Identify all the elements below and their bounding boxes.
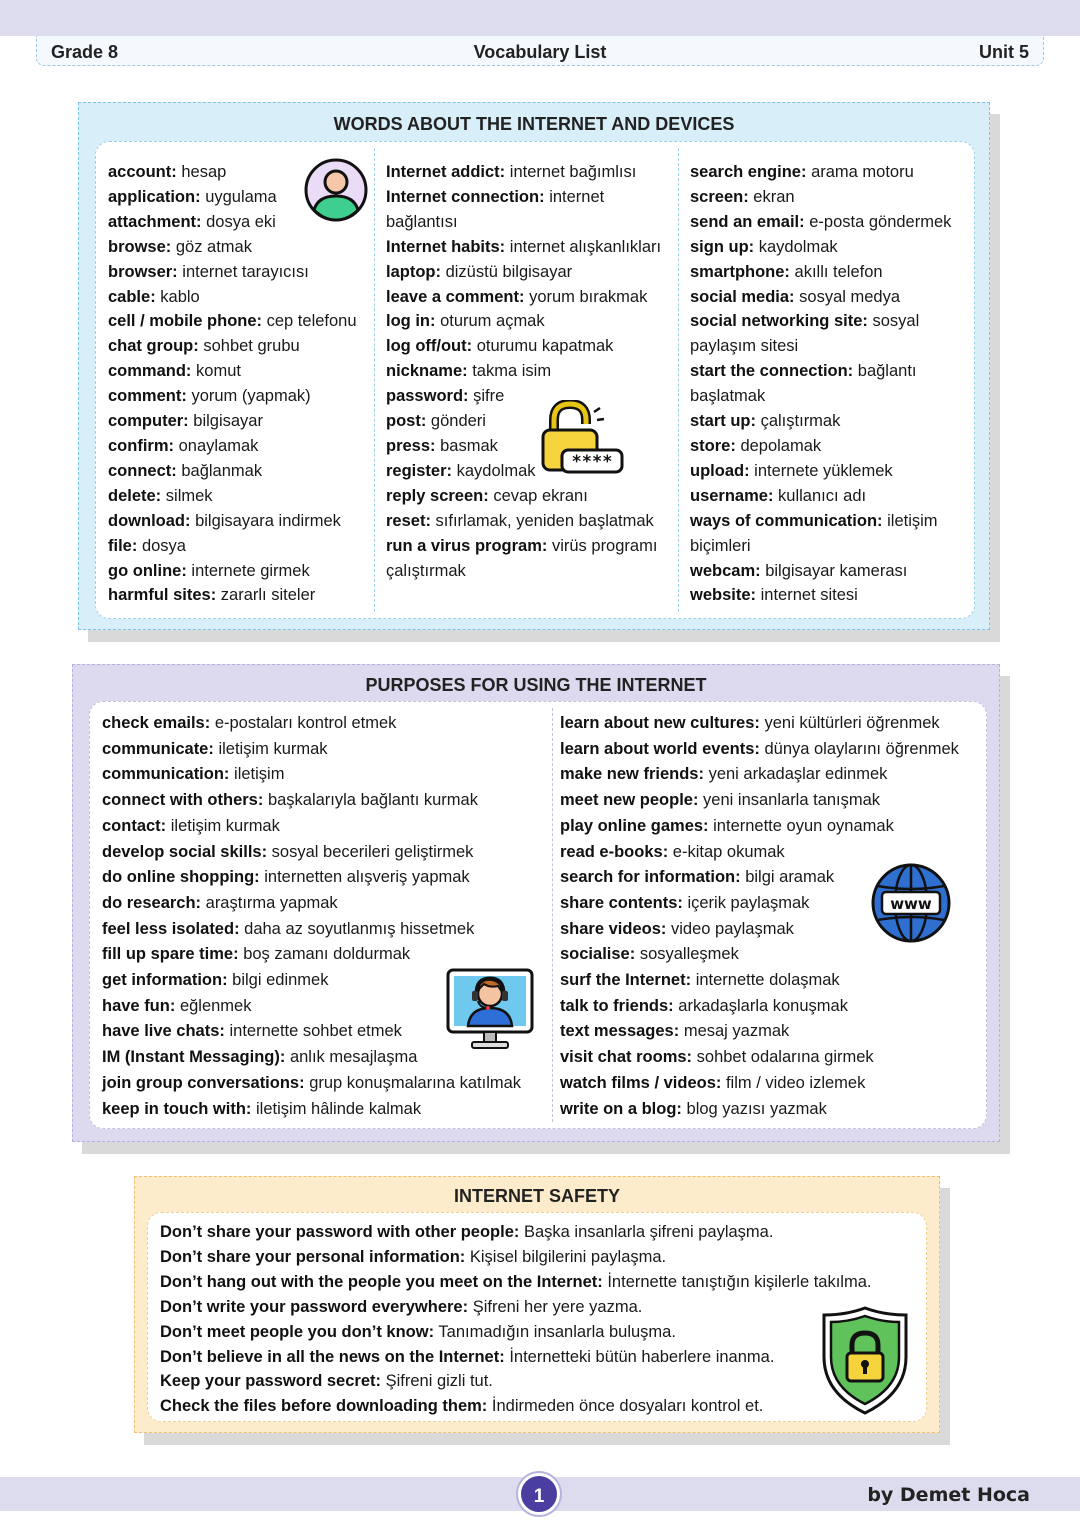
vocab-term: download: <box>108 511 191 530</box>
vocab-meaning: virüs programı <box>551 536 658 555</box>
vocab-meaning: arama motoru <box>811 163 914 181</box>
vocab-meaning: cevap ekranı <box>493 486 588 505</box>
vocab-term: watch films / videos: <box>560 1073 722 1092</box>
vocab-meaning: bilgisayara indirmek <box>195 511 341 530</box>
vocab-meaning: depolamak <box>740 436 822 455</box>
vocab-meaning: mesaj yazmak <box>683 1022 790 1041</box>
vocab-term: delete: <box>108 486 162 505</box>
section-title: WORDS ABOUT THE INTERNET AND DEVICES <box>333 114 735 134</box>
vocab-term: log off/out: <box>386 337 473 356</box>
vocab-term: connect with others: <box>102 791 264 810</box>
vocab-entry <box>102 762 521 788</box>
vocab-term: Don’t write your password everywhere: <box>160 1297 469 1316</box>
section-internet-devices <box>78 102 990 630</box>
vocab-entry <box>690 210 951 235</box>
vocab-entry <box>560 711 959 737</box>
vocab-term: play online games: <box>560 816 709 835</box>
vocab-term: harmful sites: <box>108 586 217 605</box>
vocab-term: learn about world events: <box>560 739 760 758</box>
vocab-entry <box>386 309 661 334</box>
vocab-term: ways of communication: <box>690 511 883 530</box>
vocab-entry <box>386 235 661 260</box>
vocab-entry <box>102 814 521 840</box>
section-body <box>95 141 975 619</box>
vocab-term: smartphone: <box>690 262 790 281</box>
vocab-meaning: yeni insanlarla tanışmak <box>703 791 881 810</box>
user-avatar-icon <box>304 158 368 222</box>
vocab-term: Check the files before downloading them: <box>160 1397 488 1416</box>
vocab-term: chat group: <box>108 337 199 356</box>
top-band <box>0 0 1080 36</box>
vocab-term: computer: <box>108 412 189 431</box>
vocab-term: store: <box>690 436 736 455</box>
vocab-meaning: içerik paylaşmak <box>687 893 810 912</box>
vocab-entry <box>690 434 951 459</box>
vocab-term: confirm: <box>108 436 174 455</box>
vocab-term: do research: <box>102 893 202 912</box>
vocab-term: username: <box>690 486 774 505</box>
vocab-meaning: internet <box>549 187 605 206</box>
vocab-entry <box>108 534 357 559</box>
vocab-meaning: oturumu kapatmak <box>476 337 614 356</box>
vocab-meaning: sosyal <box>872 312 920 331</box>
section-purposes <box>72 664 1000 1142</box>
vocab-term: browse: <box>108 237 172 256</box>
vocab-meaning: bilgisayar kamerası <box>765 561 908 580</box>
vocab-term: log in: <box>386 312 436 331</box>
vocab-meaning: bağlanmak <box>181 461 263 480</box>
vocab-term: share contents: <box>560 893 683 912</box>
vocab-term: press: <box>386 436 436 455</box>
vocab-meaning: basmak <box>440 436 498 455</box>
vocab-meaning: eğlenmek <box>179 996 252 1015</box>
vocab-entry <box>560 1097 959 1123</box>
vocab-term: talk to friends: <box>560 996 674 1015</box>
vocab-meaning: internetten alışveriş yapmak <box>264 868 470 887</box>
vocab-term: contact: <box>102 816 167 835</box>
vocab-meaning: internet alışkanlıkları <box>509 237 662 256</box>
vocab-meaning: sosyal becerileri geliştirmek <box>271 842 474 861</box>
vocab-meaning: film / video izlemek <box>725 1073 866 1092</box>
vocab-meaning: bilgi aramak <box>745 868 835 887</box>
vocab-meaning: internete girmek <box>191 561 310 580</box>
vocab-meaning: arkadaşlarla konuşmak <box>678 996 848 1015</box>
vocab-entry <box>108 384 357 409</box>
www-text: www <box>890 895 932 913</box>
vocab-column-1 <box>108 160 357 608</box>
vocab-meaning: kaydolmak <box>758 237 838 256</box>
vocab-meaning: yeni arkadaşlar edinmek <box>708 765 888 784</box>
vocab-entry <box>102 711 521 737</box>
vocab-term: Don’t share your personal information: <box>160 1247 466 1266</box>
vocab-meaning: uygulama <box>205 187 277 206</box>
vocab-term: Internet habits: <box>386 237 506 256</box>
vocab-term: Keep your password secret: <box>160 1372 381 1391</box>
vocab-term: cell / mobile phone: <box>108 312 263 331</box>
vocab-entry <box>690 409 951 434</box>
vocab-column-2 <box>386 160 661 583</box>
vocab-meaning: ekran <box>753 187 795 206</box>
column-divider <box>678 148 679 612</box>
vocab-meaning: komut <box>196 362 241 381</box>
www-globe-icon <box>870 862 952 944</box>
vocab-entry <box>690 459 951 484</box>
vocab-term: have live chats: <box>102 1022 225 1041</box>
vocab-entry <box>386 509 661 534</box>
vocab-meaning: internet tarayıcısı <box>182 262 309 281</box>
vocab-term: make new friends: <box>560 765 704 784</box>
vocab-meaning: iletişim <box>234 765 285 784</box>
vocab-entry <box>690 559 951 584</box>
vocab-meaning: internet bağımlısı <box>509 163 637 181</box>
vocab-meaning: daha az soyutlanmış hissetmek <box>244 919 475 938</box>
vocab-meaning: bağlantı <box>857 362 917 381</box>
vocab-meaning: Şifreni gizli tut. <box>385 1372 493 1391</box>
vocab-term: fill up spare time: <box>102 945 239 964</box>
vocab-entry <box>690 359 951 384</box>
vocab-term: share videos: <box>560 919 667 938</box>
vocab-entry <box>102 917 521 943</box>
vocab-term: laptop: <box>386 262 441 281</box>
column-divider <box>552 708 553 1122</box>
vocab-meaning: yorum (yapmak) <box>191 387 311 406</box>
vocab-term: website: <box>690 586 757 605</box>
vocab-meaning: iletişim kurmak <box>218 739 328 758</box>
vocab-term: application: <box>108 187 201 206</box>
vocab-meaning: başkalarıyla bağlantı kurmak <box>267 791 478 810</box>
vocab-meaning: bağlantısı <box>386 212 458 231</box>
vocab-entry <box>560 1019 959 1045</box>
vocab-meaning: anlık mesajlaşma <box>289 1048 418 1067</box>
vocab-entry <box>108 583 357 608</box>
vocab-entry <box>160 1245 871 1270</box>
vocab-meaning: bilgisayar <box>193 412 263 431</box>
purpose-column-1 <box>102 711 521 1122</box>
vocab-meaning: dosya eki <box>206 212 276 231</box>
page-header <box>36 36 1044 66</box>
vocab-meaning: kablo <box>160 287 200 306</box>
vocab-column-3 <box>690 160 951 608</box>
vocab-term: Don’t believe in all the news on the Internet: <box>160 1347 505 1366</box>
vocab-entry <box>386 334 661 359</box>
vocab-entry <box>160 1295 871 1320</box>
vocab-entry <box>690 260 951 285</box>
vocab-term: learn about new cultures: <box>560 714 760 732</box>
vocab-entry <box>560 968 959 994</box>
vocab-entry <box>690 285 951 310</box>
vocab-entry <box>690 309 951 334</box>
vocab-term: screen: <box>690 187 749 206</box>
vocab-meaning: dünya olaylarını öğrenmek <box>764 739 959 758</box>
vocab-entry <box>102 840 521 866</box>
vocab-term: communication: <box>102 765 230 784</box>
vocab-term: start up: <box>690 412 756 431</box>
author-byline: by Demet Hoca <box>867 1484 1030 1506</box>
vocab-term: cable: <box>108 287 156 306</box>
vocab-meaning: sohbet odalarına girmek <box>696 1048 874 1067</box>
vocab-meaning: kullanıcı adı <box>778 486 867 505</box>
vocab-term: develop social skills: <box>102 842 268 861</box>
vocab-entry <box>160 1320 871 1345</box>
vocab-meaning: araştırma yapmak <box>205 893 338 912</box>
vocab-meaning: gönderi <box>430 412 486 431</box>
vocab-term: register: <box>386 461 453 480</box>
vocab-meaning: grup konuşmalarına katılmak <box>309 1073 522 1092</box>
vocab-meaning: boş zamanı doldurmak <box>243 945 411 964</box>
vocab-meaning: yorum bırakmak <box>529 287 648 306</box>
security-shield-icon <box>820 1305 910 1417</box>
vocab-entry <box>690 160 951 185</box>
vocab-entry <box>102 788 521 814</box>
vocab-term: post: <box>386 412 427 431</box>
vocab-meaning: zararlı siteler <box>220 586 316 605</box>
vocab-entry <box>108 484 357 509</box>
vocab-entry <box>560 942 959 968</box>
vocab-meaning: biçimleri <box>690 536 751 555</box>
vocab-meaning: internette oyun oynamak <box>713 816 894 835</box>
vocab-meaning: hesap <box>181 163 227 181</box>
vocab-term: account: <box>108 163 177 181</box>
vocab-term: reset: <box>386 511 431 530</box>
vocab-meaning: Şifreni her yere yazma. <box>472 1297 643 1316</box>
vocab-meaning: e-kitap okumak <box>672 842 785 861</box>
vocab-meaning: internette sohbet etmek <box>229 1022 402 1041</box>
vocab-term: sign up: <box>690 237 755 256</box>
vocab-term: nickname: <box>386 362 468 381</box>
vocab-entry <box>560 1045 959 1071</box>
vocab-term: connect: <box>108 461 177 480</box>
vocab-meaning: İnternette tanıştığın kişilerle takılma. <box>607 1272 872 1291</box>
vocab-term: reply screen: <box>386 486 489 505</box>
vocab-meaning: yeni kültürleri öğrenmek <box>764 714 940 732</box>
vocab-entry <box>690 509 951 534</box>
vocab-entry <box>690 484 951 509</box>
vocab-meaning: internete yüklemek <box>754 461 893 480</box>
vocab-meaning: çalıştırmak <box>760 412 841 431</box>
vocab-entry <box>386 260 661 285</box>
vocab-entry <box>160 1394 871 1419</box>
vocab-term: Don’t share your password with other people: <box>160 1223 520 1241</box>
vocab-term: IM (Instant Messaging): <box>102 1048 286 1067</box>
vocab-entry <box>108 309 357 334</box>
vocab-term: upload: <box>690 461 750 480</box>
vocab-entry <box>102 891 521 917</box>
vocab-term: keep in touch with: <box>102 1099 252 1118</box>
vocab-entry <box>560 762 959 788</box>
vocab-term: surf the Internet: <box>560 971 692 990</box>
vocab-entry <box>560 788 959 814</box>
column-divider <box>374 148 375 612</box>
vocab-entry <box>160 1220 871 1245</box>
vocab-term: leave a comment: <box>386 287 525 306</box>
vocab-entry <box>690 384 951 409</box>
vocab-term: meet new people: <box>560 791 699 810</box>
vocab-entry <box>386 534 661 559</box>
vocab-term: browser: <box>108 262 178 281</box>
vocab-meaning: İndirmeden önce dosyaları kontrol et. <box>491 1397 764 1416</box>
lock-asterisks: **** <box>571 452 613 472</box>
vocab-meaning: şifre <box>473 387 505 406</box>
vocab-entry <box>108 359 357 384</box>
vocab-term: comment: <box>108 387 187 406</box>
vocab-entry <box>108 285 357 310</box>
vocab-term: command: <box>108 362 192 381</box>
vocab-term: text messages: <box>560 1022 680 1041</box>
vocab-term: run a virus program: <box>386 536 548 555</box>
vocab-entry <box>108 434 357 459</box>
vocab-term: send an email: <box>690 212 805 231</box>
safety-list <box>160 1220 871 1419</box>
vocab-term: search for information: <box>560 868 741 887</box>
vocab-entry <box>386 210 661 235</box>
vocab-entry <box>160 1345 871 1370</box>
vocab-entry <box>690 235 951 260</box>
vocab-term: webcam: <box>690 561 761 580</box>
vocab-meaning: başlatmak <box>690 387 766 406</box>
section-title: INTERNET SAFETY <box>453 1186 620 1206</box>
vocab-meaning: sosyal medya <box>799 287 901 306</box>
vocab-meaning: bilgi edinmek <box>232 971 329 990</box>
vocab-term: socialise: <box>560 945 636 964</box>
vocab-meaning: İnternetteki bütün haberlere inanma. <box>509 1347 775 1366</box>
vocab-term: join group conversations: <box>102 1073 305 1092</box>
vocab-entry <box>386 484 661 509</box>
vocab-term: read e-books: <box>560 842 669 861</box>
vocab-meaning: sosyalleşmek <box>639 945 739 964</box>
vocab-meaning: e-posta göndermek <box>809 212 952 231</box>
section-body <box>147 1212 927 1422</box>
vocab-meaning: paylaşım sitesi <box>690 337 799 356</box>
vocab-meaning: video paylaşmak <box>670 919 794 938</box>
vocab-meaning: dizüstü bilgisayar <box>445 262 573 281</box>
vocab-entry <box>690 334 951 359</box>
vocab-entry <box>560 1071 959 1097</box>
vocab-entry <box>160 1369 871 1394</box>
vocab-entry <box>386 185 661 210</box>
vocab-meaning: takma isim <box>472 362 552 381</box>
vocab-meaning: çalıştırmak <box>386 561 466 580</box>
vocab-meaning: göz atmak <box>175 237 252 256</box>
vocab-entry <box>690 534 951 559</box>
vocab-meaning: akıllı telefon <box>794 262 883 281</box>
vocab-term: feel less isolated: <box>102 919 240 938</box>
vocab-meaning: internette dolaşmak <box>695 971 840 990</box>
vocab-entry <box>386 359 661 384</box>
vocab-meaning: e-postaları kontrol etmek <box>214 714 397 732</box>
grade-label: Grade 8 <box>51 42 119 62</box>
vocab-meaning: dosya <box>141 536 186 555</box>
vocab-term: social networking site: <box>690 312 868 331</box>
vocab-entry <box>386 160 661 185</box>
vocab-term: go online: <box>108 561 187 580</box>
unit-label: Unit 5 <box>978 42 1029 62</box>
vocab-term: start the connection: <box>690 362 854 381</box>
vocab-meaning: oturum açmak <box>440 312 545 331</box>
password-lock-icon <box>540 400 626 476</box>
vocab-meaning: iletişim kurmak <box>170 816 280 835</box>
vocab-term: Don’t hang out with the people you meet on the Internet: <box>160 1272 603 1291</box>
vocab-meaning: blog yazısı yazmak <box>686 1099 827 1118</box>
vocab-meaning: Tanımadığın insanlarla buluşma. <box>438 1322 676 1341</box>
vocab-entry <box>690 185 951 210</box>
vocab-term: file: <box>108 536 138 555</box>
vocab-meaning: sıfırlamak, yeniden başlatmak <box>435 511 654 530</box>
vocab-term: communicate: <box>102 739 214 758</box>
vocab-term: password: <box>386 387 469 406</box>
vocab-term: do online shopping: <box>102 868 260 887</box>
vocab-entry <box>160 1270 871 1295</box>
vocab-entry <box>102 737 521 763</box>
page-number: 1 <box>518 1473 560 1515</box>
vocab-term: Internet connection: <box>386 187 545 206</box>
vocab-entry <box>102 865 521 891</box>
vocab-entry <box>102 1071 521 1097</box>
vocab-entry <box>108 260 357 285</box>
support-agent-icon <box>444 962 536 1054</box>
vocab-entry <box>108 235 357 260</box>
vocab-entry <box>560 814 959 840</box>
vocab-term: social media: <box>690 287 795 306</box>
vocab-meaning: silmek <box>165 486 213 505</box>
vocab-meaning: iletişim <box>887 511 938 530</box>
vocab-term: search engine: <box>690 163 807 181</box>
vocab-meaning: Başka insanlarla şifreni paylaşma. <box>523 1223 774 1241</box>
vocab-term: Don’t meet people you don’t know: <box>160 1322 435 1341</box>
vocab-entry <box>108 409 357 434</box>
section-body <box>89 701 987 1129</box>
vocab-meaning: kaydolmak <box>456 461 536 480</box>
section-internet-safety <box>134 1176 940 1433</box>
vocab-term: visit chat rooms: <box>560 1048 693 1067</box>
vocab-term: get information: <box>102 971 228 990</box>
vocab-meaning: Kişisel bilgilerini paylaşma. <box>469 1247 667 1266</box>
vocab-term: check emails: <box>102 714 211 732</box>
vocab-entry <box>690 583 951 608</box>
vocab-term: write on a blog: <box>560 1099 682 1118</box>
vocab-term: Internet addict: <box>386 163 506 181</box>
page-title: Vocabulary List <box>473 42 607 62</box>
vocab-meaning: internet sitesi <box>760 586 858 605</box>
vocab-term: have fun: <box>102 996 176 1015</box>
vocab-meaning: cep telefonu <box>266 312 357 331</box>
vocab-entry <box>102 1097 521 1123</box>
vocab-entry <box>560 737 959 763</box>
vocab-entry <box>560 994 959 1020</box>
vocab-entry <box>108 459 357 484</box>
vocab-entry <box>108 334 357 359</box>
vocab-entry <box>386 559 661 584</box>
vocab-meaning: iletişim hâlinde kalmak <box>256 1099 422 1118</box>
vocab-entry <box>108 509 357 534</box>
vocab-meaning: onaylamak <box>178 436 259 455</box>
vocab-entry <box>386 285 661 310</box>
vocab-meaning: sohbet grubu <box>203 337 300 356</box>
vocab-term: attachment: <box>108 212 202 231</box>
section-title: PURPOSES FOR USING THE INTERNET <box>365 675 707 695</box>
vocab-entry <box>108 559 357 584</box>
